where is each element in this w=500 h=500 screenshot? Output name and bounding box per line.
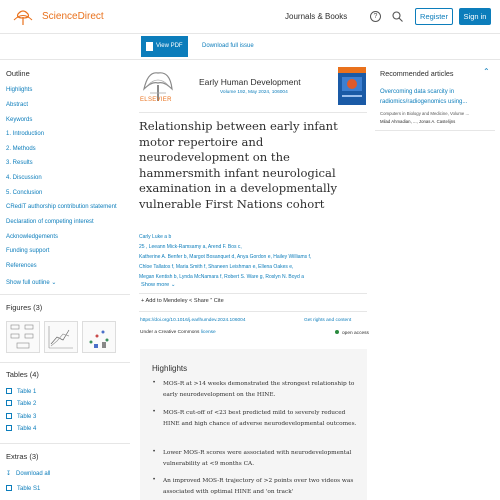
journal-volume[interactable]: Volume 192, May 2024, 106004	[220, 90, 288, 95]
table-label: Table 2	[17, 401, 37, 407]
download-all-label: Download all	[16, 471, 51, 477]
outline-item[interactable]: References	[6, 263, 37, 269]
author-line[interactable]: Megan Kentish b, Lynda McNamara f, Robert S. Ware g, Roslyn N. Boyd a	[139, 274, 304, 280]
outline-item[interactable]: CRediT authorship contribution statement	[6, 204, 117, 210]
table-label: Table 4	[17, 426, 37, 432]
divider	[0, 443, 130, 444]
highlight-item: Lower MOS-R scores were associated with neurodevelopmental vulnerability at <9 months CA.	[163, 450, 352, 467]
article-title: Relationship between early infant motor repertoire and neurodevelopment on the hammersmith infant neurological examination in a developmentally vulnerable First Nations cohort	[139, 119, 338, 211]
journals-books-link[interactable]: Journals & Books	[285, 12, 348, 21]
outline-item[interactable]: Declaration of competing interest	[6, 219, 94, 225]
pdf-icon	[146, 42, 153, 51]
author-list	[139, 232, 369, 282]
outline-item[interactable]: Funding support	[6, 248, 50, 254]
tables-title: Tables (4)	[6, 370, 39, 379]
show-full-outline-link[interactable]	[6, 279, 56, 286]
top-header	[0, 0, 500, 34]
author-line[interactable]: Carly Luke a b	[139, 234, 172, 240]
search-icon[interactable]	[392, 11, 403, 22]
table-link[interactable]	[6, 425, 36, 432]
elsevier-tree-logo-icon[interactable]	[10, 8, 36, 26]
outline-item[interactable]: Highlights	[6, 87, 33, 93]
bullet-icon: •	[153, 477, 156, 483]
publisher-name: ELSEVIER	[140, 97, 172, 103]
recommended-title: Recommended articles	[380, 69, 454, 78]
help-icon[interactable]: ?	[370, 11, 381, 22]
show-full-outline-label: Show full outline	[6, 280, 50, 286]
open-access-label: open access	[342, 331, 369, 336]
chart-thumbnail-icon	[45, 322, 77, 352]
journal-cover-image[interactable]	[338, 67, 366, 105]
recommended-authors: Milad Ahmadian, ..., Jonas A. Castelijns	[380, 119, 456, 124]
table-link[interactable]	[6, 413, 36, 420]
table-link[interactable]	[6, 388, 36, 395]
figure-thumbnail[interactable]	[44, 321, 78, 353]
highlight-item: An improved MOS-R trajectory of >2 points over two videos was associated with optimal HINE and 'on track'	[163, 478, 354, 495]
divider	[139, 293, 367, 294]
flowchart-thumbnail-icon	[7, 322, 39, 352]
highlight-item: MOS-R at >14 weeks demonstrated the strongest relationship to early neurodevelopment on the HINE.	[163, 381, 355, 398]
article-actions[interactable]: + Add to Mendeley < Share ” Cite	[141, 298, 224, 304]
rights-link[interactable]: Get rights and content	[304, 318, 352, 323]
extras-title: Extras (3)	[6, 452, 39, 461]
table-label: Table 1	[17, 389, 37, 395]
figures-title: Figures (3)	[6, 303, 43, 312]
license-prefix: Under a Creative Commons	[140, 330, 200, 335]
author-line[interactable]: Katherine A. Benfer b, Margot Bosanquet d, Anya Gordon e, Hailey Williams f,	[139, 254, 312, 260]
brand-name[interactable]: ScienceDirect	[42, 11, 104, 22]
journal-cover-graphic-icon	[338, 67, 366, 105]
download-all-link[interactable]	[6, 470, 50, 477]
figure-thumbnail[interactable]	[82, 321, 116, 353]
license-text	[140, 330, 216, 335]
bullet-icon: •	[153, 380, 156, 386]
outline-item[interactable]: Abstract	[6, 102, 29, 108]
divider	[139, 112, 367, 113]
supplementary-table-link[interactable]	[6, 485, 40, 492]
table-label: Table 3	[17, 414, 37, 420]
table-icon	[6, 413, 12, 419]
highlights-title: Highlights	[152, 364, 188, 373]
outline-item[interactable]: 1. Introduction	[6, 131, 45, 137]
bullet-icon: •	[153, 449, 156, 455]
divider	[0, 294, 130, 295]
divider	[139, 311, 367, 312]
view-pdf-button[interactable]: View PDF	[141, 36, 188, 57]
author-line[interactable]: 25 , Leeann Mick-Ramsamy a, Arend F. Bos c,	[139, 244, 242, 250]
outline-item[interactable]: 4. Discussion	[6, 175, 42, 181]
author-line[interactable]: Chloe Tallatos f, Maria Smith f, Shaneen Leishman e, Ellena Oakes e,	[139, 264, 294, 270]
open-access-icon	[335, 330, 339, 334]
download-full-issue-link[interactable]: Download full issue	[202, 43, 254, 49]
recommended-journal: Computers in Biology and Medicine, Volume ...	[380, 111, 470, 116]
table-label: Table S1	[17, 486, 41, 492]
register-button[interactable]: Register	[415, 8, 453, 25]
outline-item[interactable]: 5. Conclusion	[6, 190, 43, 196]
outline-item[interactable]: 2. Methods	[6, 146, 36, 152]
bullet-icon: •	[153, 409, 156, 415]
chevron-up-icon[interactable]: ⌃	[483, 67, 490, 76]
divider	[375, 130, 495, 131]
license-link[interactable]: license	[200, 330, 216, 335]
download-icon: ↧	[6, 471, 12, 477]
show-more-authors-link[interactable]	[141, 282, 176, 288]
table-icon	[6, 400, 12, 406]
sign-in-button[interactable]: Sign in	[459, 8, 491, 25]
chevron-down-icon: ⌄	[51, 280, 57, 286]
table-icon	[6, 485, 12, 491]
highlight-item: MOS-R cut-off of <23 best predicted mild to severely reduced HINE and high chance of adverse neurodevelopmental outcomes.	[163, 410, 357, 427]
divider	[0, 362, 130, 363]
doi-link[interactable]: https://doi.org/10.1016/j.earlhumdev.2024.106004	[140, 318, 246, 323]
outline-item[interactable]: Acknowledgements	[6, 234, 59, 240]
chevron-down-icon: ⌄	[170, 282, 176, 288]
table-icon	[6, 425, 12, 431]
outline-title: Outline	[6, 69, 30, 78]
outline-item[interactable]: 3. Results	[6, 160, 33, 166]
show-more-label: Show more	[141, 282, 170, 288]
outline-item[interactable]: Keywords	[6, 117, 33, 123]
table-link[interactable]	[6, 400, 36, 407]
journal-title[interactable]: Early Human Development	[199, 77, 301, 87]
recommended-article-link[interactable]: Overcoming data scarcity in radiomics/radiogenomics using...	[380, 89, 468, 105]
scatter-thumbnail-icon	[83, 322, 115, 352]
figure-thumbnail[interactable]	[6, 321, 40, 353]
table-icon	[6, 388, 12, 394]
open-access-badge	[335, 330, 369, 336]
